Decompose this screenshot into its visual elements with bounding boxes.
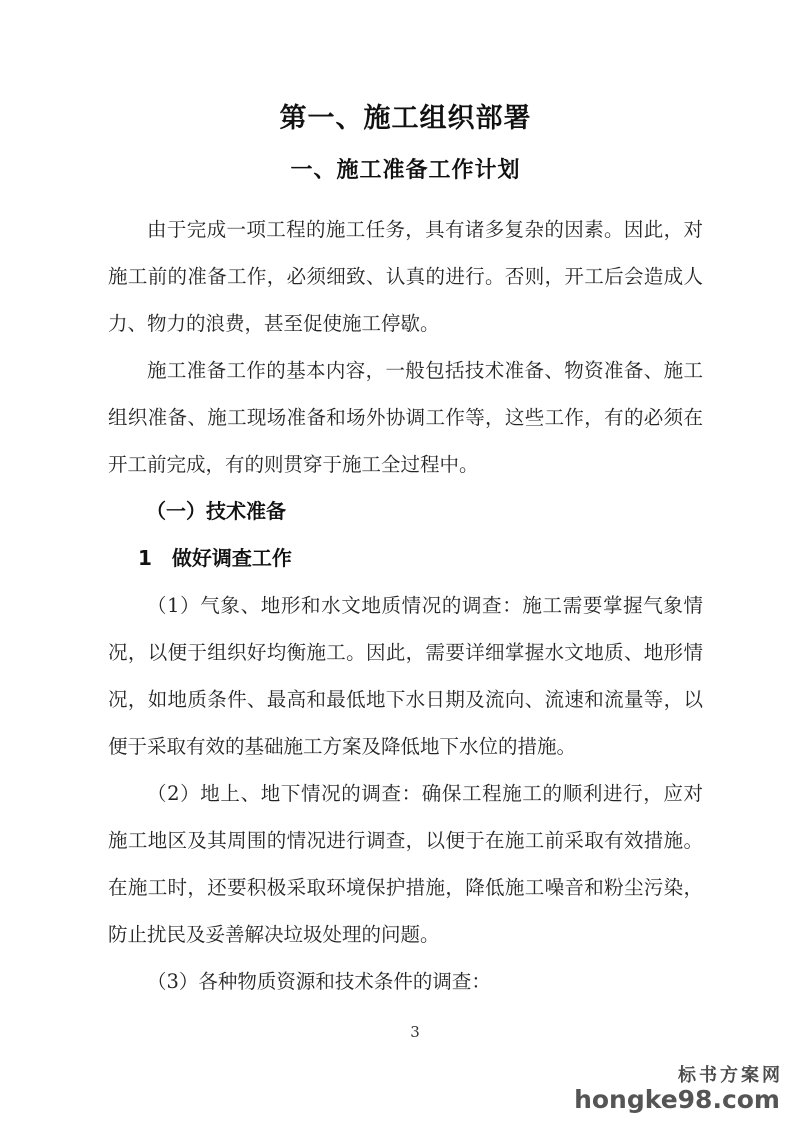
sub-heading-survey-work: 1 做好调查工作 bbox=[138, 546, 292, 570]
intro-paragraph-2: 施工准备工作的基本内容，一般包括技术准备、物资准备、施工组织准备、施工现场准备和场外协调工作等，这些工作，有的必须在开工前完成，有的则贯穿于施工全过程中。 bbox=[108, 359, 703, 476]
document-title: 第一、施工组织部署 bbox=[279, 103, 532, 134]
survey-paragraph-1: （1）气象、地形和水文地质情况的调查：施工需要掌握气象情况，以便于组织好均衡施工。因此，需要详细掌握水文地质、地形情况，如地质条件、最高和最低地下水日期及流向、流速和流量等，以便于采取有效的基础施工方案及降低地下水位的措施。 bbox=[108, 594, 703, 758]
intro-paragraph-1: 由于完成一项工程的施工任务，具有诸多复杂的因素。因此，对施工前的准备工作，必须细致、认真的进行。否则，开工后会造成人力、物力的浪费，甚至促使施工停歇。 bbox=[108, 218, 703, 335]
watermark bbox=[574, 1065, 783, 1114]
page-number: 3 bbox=[410, 1023, 420, 1041]
document-subtitle: 一、施工准备工作计划 bbox=[290, 158, 521, 183]
watermark-site-url: hongke98.com bbox=[574, 1085, 780, 1114]
section-heading-technical-preparation: （一）技术准备 bbox=[146, 499, 286, 523]
survey-paragraph-2: （2）地上、地下情况的调查：确保工程施工的顺利进行，应对施工地区及其周围的情况进行调查，以便于在施工前采取有效措施。在施工时，还要积极采取环境保护措施，降低施工噪音和粉尘污染，防止扰民及妥善解决垃圾处理的问题。 bbox=[108, 782, 703, 946]
survey-paragraph-3: （3）各种物质资源和技术条件的调查： bbox=[147, 970, 491, 993]
watermark-site-name: 标书方案网 bbox=[678, 1065, 783, 1086]
